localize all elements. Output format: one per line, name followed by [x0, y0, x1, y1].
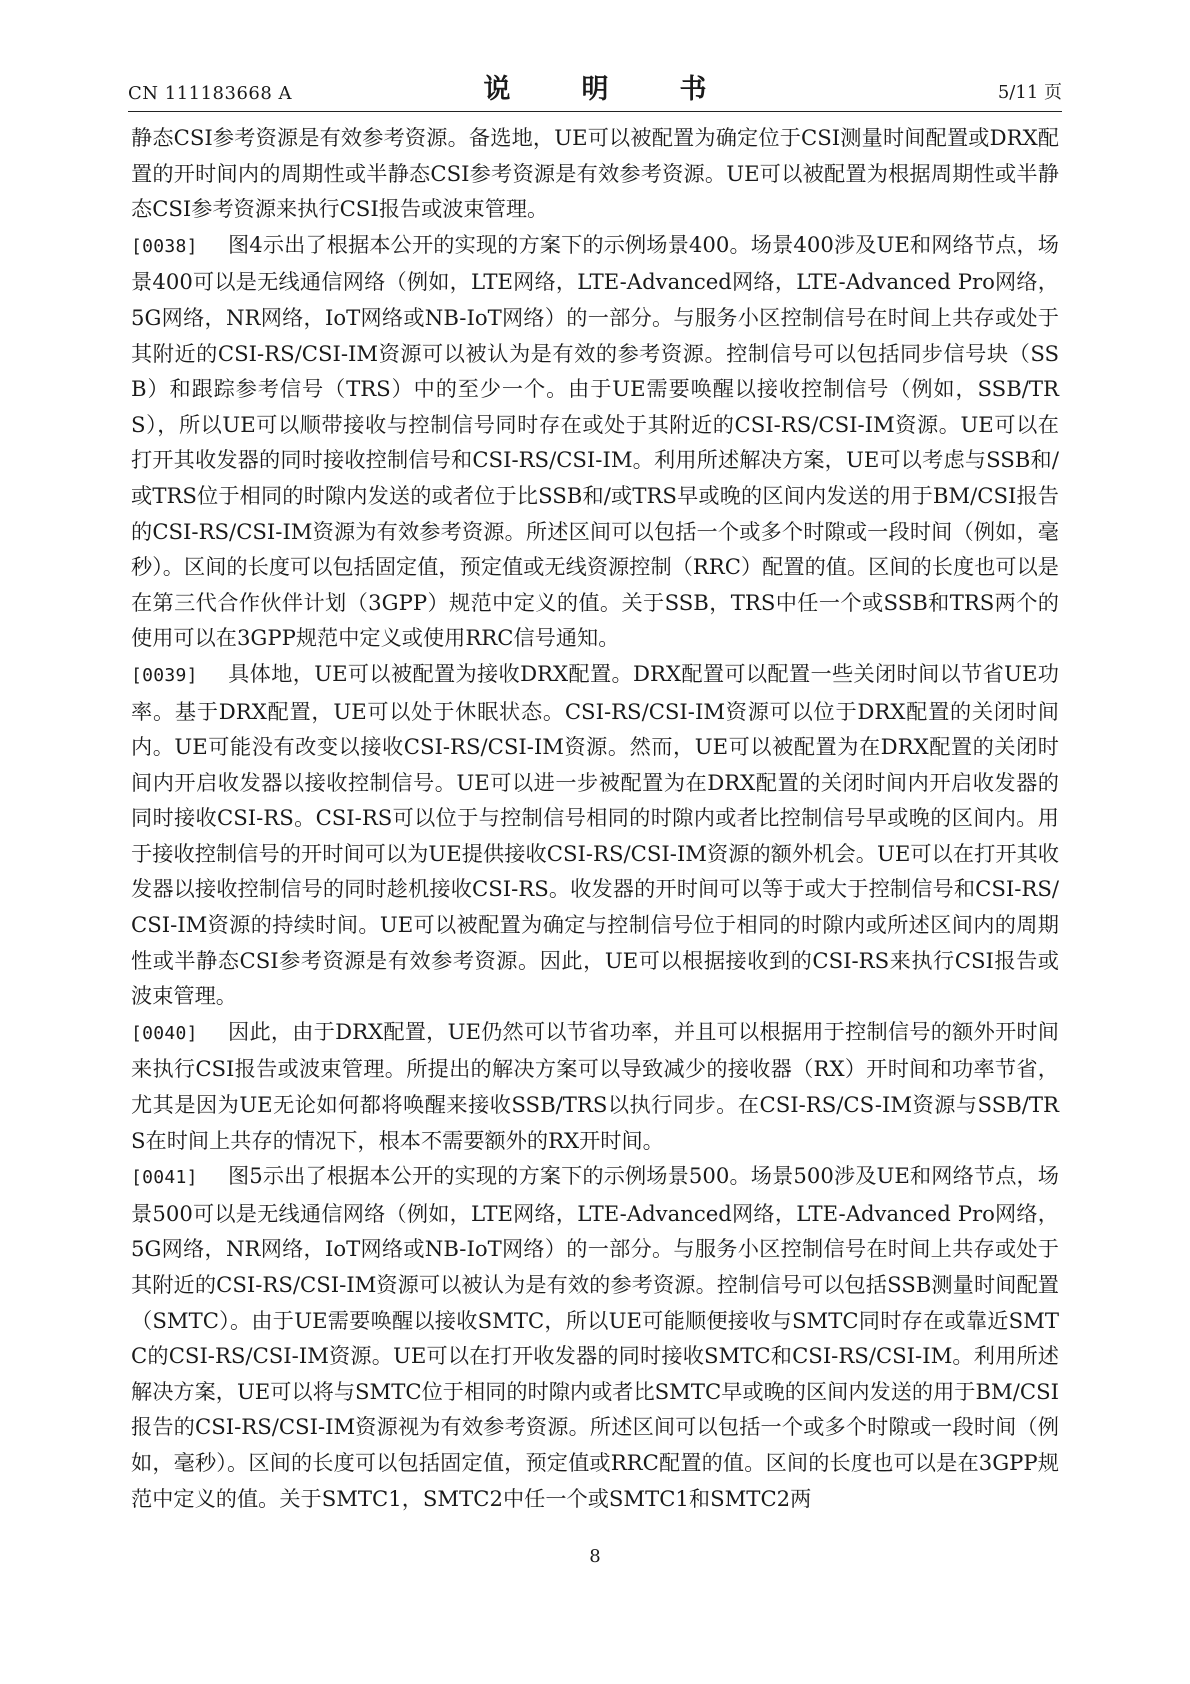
page-count: 5/11 页 — [997, 82, 1062, 103]
paragraph-text: 图5示出了根据本公开的实现的方案下的示例场景500。场景500涉及UE和网络节点，场景500可以是无线通信网络（例如，LTE网络，LTE-Advanced网络，LTE-Advanced Pro网络，5G网络，NR网络，IoT网络或NB-IoT网络）的一部分。与服务小区控制信号在时间上共存或处于其附近的CSI-RS/CSI-IM资源可以被认为是有效的参考资源。控制信号可以包括SSB测量时间配置（SMTC）。由于UE需要唤醒以接收SMTC，所以UE可能顺便接收与SMTC同时存在或靠近SMTC的CSI-RS/CSI-IM资源。UE可以在打开收发器的同时接收SMTC和CSI-RS/CSI-IM。利用所述解决方案，UE可以将与SMTC位于相同的时隙内或者比SMTC早或晚的区间内发送的用于BM/CSI报告的CSI-RS/CSI-IM资源视为有效参考资源。所述区间可以包括一个或多个时隙或一段时间（例如，毫秒）。区间的长度可以包括固定值，预定值或RRC配置的值。区间的长度也可以是在3GPP规范中定义的值。关于SMTC1，SMTC2中任一个或SMTC1和SMTC2两 — [131, 1163, 1059, 1511]
paragraph-text: 图4示出了根据本公开的实现的方案下的示例场景400。场景400涉及UE和网络节点，场景400可以是无线通信网络（例如，LTE网络，LTE-Advanced网络，LTE-Advanced Pro网络，5G网络，NR网络，IoT网络或NB-IoT网络）的一部分。与服务小区控制信号在时间上共存或处于其附近的CSI-RS/CSI-IM资源可以被认为是有效的参考资源。控制信号可以包括同步信号块（SSB）和跟踪参考信号（TRS）中的至少一个。由于UE需要唤醒以接收控制信号（例如，SSB/TRS），所以UE可以顺带接收与控制信号同时存在或处于其附近的CSI-RS/CSI-IM资源。UE可以在打开其收发器的同时接收控制信号和CSI-RS/CSI-IM。利用所述解决方案，UE可以考虑与SSB和/或TRS位于相同的时隙内发送的或者位于比SSB和/或TRS早或晚的区间内发送的用于BM/CSI报告的CSI-RS/CSI-IM资源为有效参考资源。所述区间可以包括一个或多个时隙或一段时间（例如，毫秒）。区间的长度可以包括固定值，预定值或无线资源控制（RRC）配置的值。区间的长度也可以是在第三代合作伙伴计划（3GPP）规范中定义的值。关于SSB，TRS中任一个或SSB和TRS两个的使用可以在3GPP规范中定义或使用RRC信号通知。 — [131, 231, 1059, 651]
paragraph-number: [0038] — [131, 235, 198, 257]
paragraph-number: [0039] — [131, 664, 198, 686]
paragraph-text: 具体地，UE可以被配置为接收DRX配置。DRX配置可以配置一些关闭时间以节省UE功率。基于DRX配置，UE可以处于休眠状态。CSI-RS/CSI-IM资源可以位于DRX配置的关闭时间内。UE可能没有改变以接收CSI-RS/CSI-IM资源。然而，UE可以被配置为在DRX配置的关闭时间内开启收发器以接收控制信号。UE可以进一步被配置为在DRX配置的关闭时间内开启收发器的同时接收CSI-RS。CSI-RS可以位于与控制信号相同的时隙内或者比控制信号早或晚的区间内。用于接收控制信号的开时间可以为UE提供接收CSI-RS/CSI-IM资源的额外机会。UE可以在打开其收发器以接收控制信号的同时趁机接收CSI-RS。收发器的开时间可以等于或大于控制信号和CSI-RS/CSI-IM资源的持续时间。UE可以被配置为确定与控制信号位于相同的时隙内或所述区间内的周期性或半静态CSI参考资源是有效参考资源。因此，UE可以根据接收到的CSI-RS来执行CSI报告或波束管理。 — [131, 660, 1059, 1009]
document-title: 说 明 书 — [483, 74, 729, 105]
header-rule — [128, 111, 1062, 112]
paragraph-number: [0041] — [131, 1167, 198, 1189]
paragraph-0041 — [131, 1158, 1059, 1516]
paragraph-0039 — [131, 656, 1059, 1014]
page-number: 8 — [589, 1546, 601, 1567]
paragraph-text: 因此，由于DRX配置，UE仍然可以节省功率，并且可以根据用于控制信号的额外开时间来执行CSI报告或波束管理。所提出的解决方案可以导致减少的接收器（RX）开时间和功率节省，尤其是因为UE无论如何都将唤醒来接收SSB/TRS以执行同步。在CSI-RS/CS-IM资源与SSB/TRS在时间上共存的情况下，根本不需要额外的RX开时间。 — [131, 1018, 1059, 1153]
document-body — [131, 120, 1059, 1516]
publication-number: CN 111183668 A — [128, 83, 293, 104]
page-header — [128, 60, 1062, 112]
paragraph-number: [0040] — [131, 1022, 198, 1044]
paragraph-0040 — [131, 1014, 1059, 1158]
paragraph-continuation — [131, 120, 1059, 227]
paragraph-0038 — [131, 227, 1059, 656]
paragraph-text: 静态CSI参考资源是有效参考资源。备选地，UE可以被配置为确定位于CSI测量时间配置或DRX配置的开时间内的周期性或半静态CSI参考资源是有效参考资源。UE可以被配置为根据周期性或半静态CSI参考资源来执行CSI报告或波束管理。 — [131, 125, 1059, 222]
